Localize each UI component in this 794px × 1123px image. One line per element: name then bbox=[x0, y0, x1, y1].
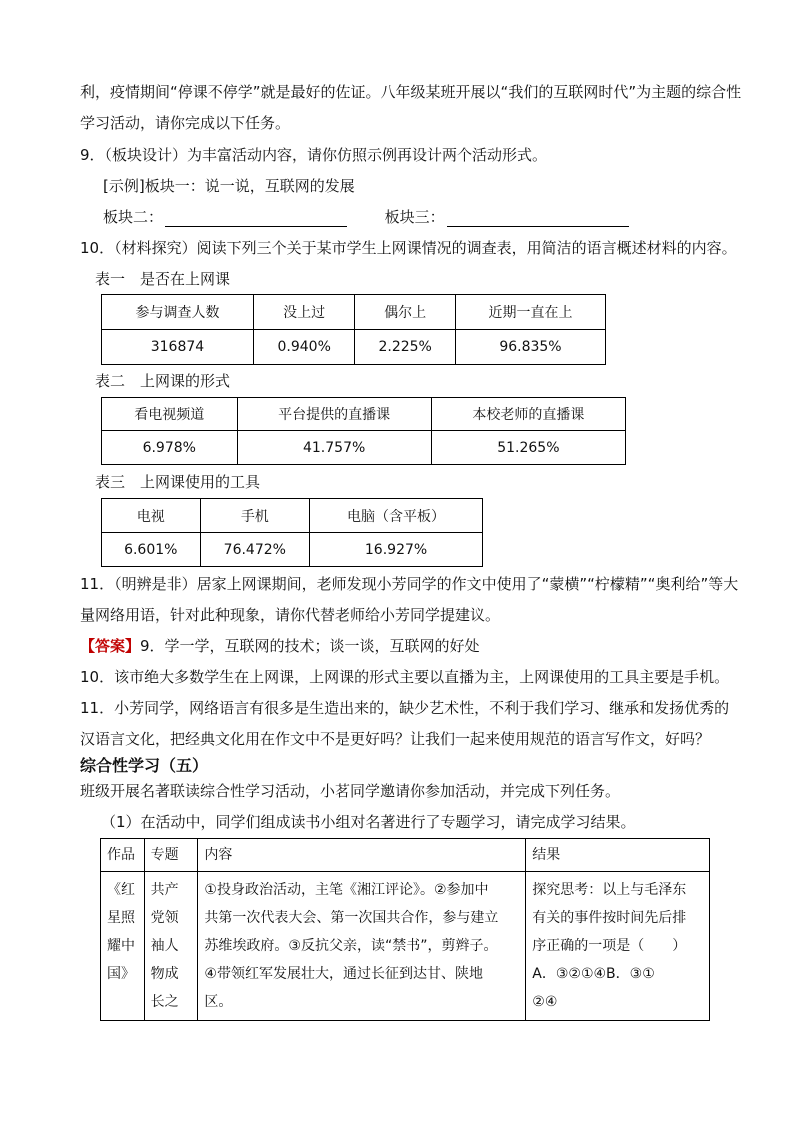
study-content-line: ①投身政治活动，主笔《湘江评论》。②参加中 bbox=[204, 882, 489, 898]
study-work-line: 耀中 bbox=[107, 938, 135, 954]
table-2-value-cell: 51.265% bbox=[431, 431, 625, 465]
table-3-header-cell: 电脑（含平板） bbox=[310, 499, 483, 533]
block-2-label: 板块二： bbox=[103, 208, 164, 226]
study-content-line: 苏维埃政府。③反抗父亲，读“禁书”，剪辫子。 bbox=[204, 938, 498, 954]
study-table-row bbox=[101, 872, 710, 1021]
table-3-value-row bbox=[102, 533, 483, 567]
table-3 bbox=[101, 498, 483, 567]
study-header-content: 内容 bbox=[198, 839, 526, 872]
study-header-work: 作品 bbox=[101, 839, 145, 872]
table-1-value-cell: 316874 bbox=[102, 330, 254, 365]
table-1-caption: 表一 是否在上网课 bbox=[95, 270, 231, 288]
table-1-header-row bbox=[102, 295, 606, 330]
table-3-value-cell: 6.601% bbox=[102, 533, 201, 567]
table-2-value-cell: 41.757% bbox=[237, 431, 431, 465]
study-topic-line: 党领 bbox=[150, 910, 179, 926]
table-1-header-cell: 参与调查人数 bbox=[102, 295, 254, 330]
study-cell-content bbox=[198, 872, 526, 1021]
study-cell-result bbox=[526, 872, 710, 1021]
table-2 bbox=[101, 397, 626, 465]
table-3-value-cell: 16.927% bbox=[310, 533, 483, 567]
question-10: 10．（材料探究）阅读下列三个关于某市学生上网课情况的调查表，用简洁的语言概述材料的内容。 bbox=[80, 239, 737, 257]
intro-line-2: 学习活动，请你完成以下任务。 bbox=[80, 114, 291, 132]
answer-9 bbox=[80, 636, 480, 656]
study-work-line: 星照 bbox=[107, 910, 135, 926]
table-2-value-cell: 6.978% bbox=[102, 431, 238, 465]
question-9: 9．（板块设计）为丰富活动内容，请你仿照示例再设计两个活动形式。 bbox=[80, 146, 548, 164]
table-2-header-row bbox=[102, 398, 626, 431]
study-result-line: 探究思考：以上与毛泽东 bbox=[532, 882, 687, 898]
answer-9-text: 9．学一学，互联网的技术；谈一谈，互联网的好处 bbox=[140, 637, 480, 655]
study-header-result: 结果 bbox=[526, 839, 710, 872]
study-result-line: ②④ bbox=[532, 994, 558, 1010]
table-3-header-row bbox=[102, 499, 483, 533]
answer-tag: 【答案】 bbox=[80, 637, 141, 655]
question-9-blanks bbox=[103, 207, 629, 227]
table-3-value-cell: 76.472% bbox=[200, 533, 310, 567]
table-1-value-row bbox=[102, 330, 606, 365]
block-3-label: 板块三： bbox=[384, 208, 445, 226]
study-result-line: A．③②①④B．③① bbox=[532, 966, 655, 982]
study-header-topic: 专题 bbox=[144, 839, 198, 872]
table-1-value-cell: 0.940% bbox=[253, 330, 354, 365]
question-11-line-1: 11．（明辨是非）居家上网课期间，老师发现小芳同学的作文中使用了“蒙横”“柠檬精”“奥利给”等大 bbox=[80, 575, 739, 593]
study-topic-line: 共产 bbox=[150, 882, 179, 898]
study-content-line: ④带领红军发展壮大，通过长征到达甘、陕地 bbox=[204, 966, 483, 982]
study-cell-topic bbox=[144, 872, 198, 1021]
table-2-caption: 表二 上网课的形式 bbox=[95, 372, 231, 390]
table-3-header-cell: 电视 bbox=[102, 499, 201, 533]
table-1-header-cell: 偶尔上 bbox=[355, 295, 456, 330]
study-topic-line: 长之 bbox=[150, 994, 179, 1010]
study-table-header-row bbox=[101, 839, 710, 872]
study-work-line: 国》 bbox=[107, 966, 135, 982]
table-2-header-cell: 平台提供的直播课 bbox=[237, 398, 431, 431]
table-2-header-cell: 看电视频道 bbox=[102, 398, 238, 431]
study-topic-line: 袖人 bbox=[150, 938, 179, 954]
intro-line-1: 利，疫情期间“停课不停学”就是最好的佐证。八年级某班开展以“我们的互联网时代”为主题的综合性 bbox=[80, 83, 742, 101]
study-topic-line: 物成 bbox=[150, 966, 179, 982]
answer-11-line-2: 汉语言文化，把经典文化用在作文中不是更好吗？让我们一起来使用规范的语言写作文，好吗？ bbox=[80, 730, 711, 748]
study-cell-work bbox=[101, 872, 145, 1021]
table-1 bbox=[101, 294, 606, 365]
question-11-line-2: 量网络用语，针对此种现象，请你代替老师给小芳同学提建议。 bbox=[80, 606, 501, 624]
table-1-value-cell: 96.835% bbox=[455, 330, 605, 365]
study-content-line: 共第一次代表大会、第一次国共合作，参与建立 bbox=[204, 910, 499, 926]
block-3-answer-blank[interactable] bbox=[447, 210, 629, 227]
table-2-value-row bbox=[102, 431, 626, 465]
answer-11-line-1: 11．小芳同学，网络语言有很多是生造出来的，缺少艺术性，不利于我们学习、继承和发扬优秀的 bbox=[80, 699, 730, 717]
section-5-intro: 班级开展名著联读综合性学习活动，小茗同学邀请你参加活动，并完成下列任务。 bbox=[80, 782, 621, 800]
study-result-line: 有关的事件按时间先后排 bbox=[532, 910, 687, 926]
table-1-header-cell: 近期一直在上 bbox=[455, 295, 605, 330]
study-result-table bbox=[100, 838, 710, 1021]
study-result-line: 序正确的一项是（ ） bbox=[532, 938, 687, 954]
question-9-example: [示例]板块一：说一说，互联网的发展 bbox=[103, 177, 355, 195]
study-work-line: 《红 bbox=[107, 882, 135, 898]
table-1-value-cell: 2.225% bbox=[355, 330, 456, 365]
study-content-line: 区。 bbox=[204, 994, 233, 1010]
section-5-title: 综合性学习（五） bbox=[80, 756, 209, 775]
block-2-answer-blank[interactable] bbox=[165, 210, 347, 227]
answer-10: 10．该市绝大多数学生在上网课，上网课的形式主要以直播为主，上网课使用的工具主要是手机。 bbox=[80, 668, 730, 686]
table-1-header-cell: 没上过 bbox=[253, 295, 354, 330]
table-3-caption: 表三 上网课使用的工具 bbox=[95, 473, 261, 491]
table-2-header-cell: 本校老师的直播课 bbox=[431, 398, 625, 431]
table-3-header-cell: 手机 bbox=[200, 499, 310, 533]
section-5-task-1: （1）在活动中，同学们组成读书小组对名著进行了专题学习，请完成学习结果。 bbox=[101, 813, 636, 831]
